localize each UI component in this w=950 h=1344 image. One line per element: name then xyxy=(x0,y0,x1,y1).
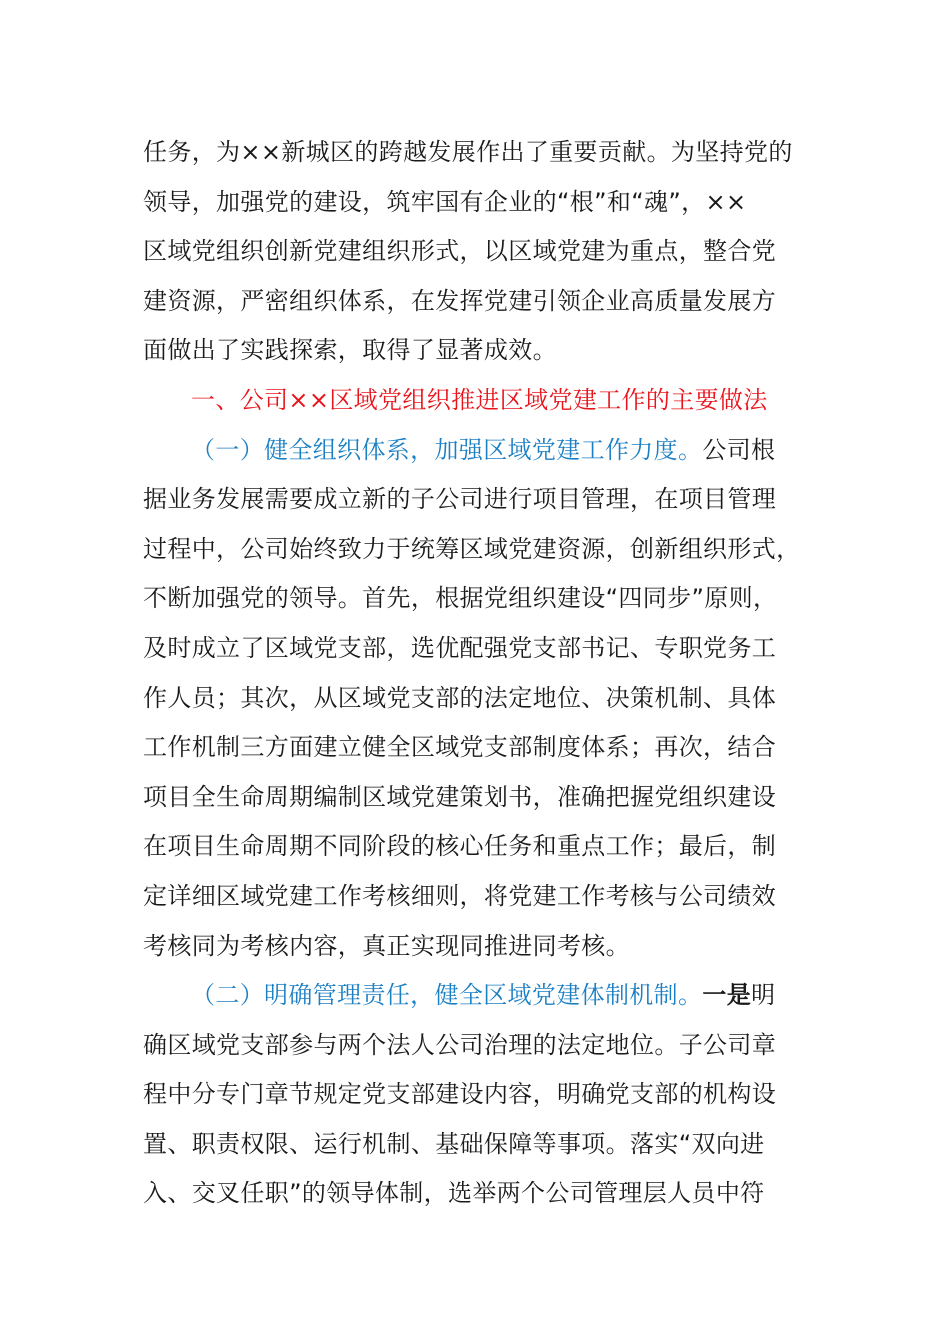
paragraph-line: 置、职责权限、运行机制、基础保障等事项。落实“双向进 xyxy=(143,1129,765,1158)
subsection-1-first-line xyxy=(143,426,808,476)
paragraph-line: 不断加强党的领导。首先，根据党组织建设“四同步”原则， xyxy=(143,584,778,613)
paragraph-line: 领导，加强党的建设，筑牢国有企业的“根”和“魂”，×× xyxy=(143,187,747,216)
paragraph-line: 项目全生命周期编制区域党建策划书，准确把握党组织建设 xyxy=(143,782,777,811)
paragraph-line: 工作机制三方面建立健全区域党支部制度体系；再次，结合 xyxy=(143,733,777,762)
paragraph-line: 在项目生命周期不同阶段的核心任务和重点工作；最后，制 xyxy=(143,832,777,861)
paragraph-line: 入、交叉任职”的领导体制，选举两个公司管理层人员中符 xyxy=(143,1179,765,1208)
paragraph-line: 任务，为××新城区的跨越发展作出了重要贡献。为坚持党的 xyxy=(143,138,793,166)
subsection-2-first-line xyxy=(143,971,808,1021)
paragraph-line: 建资源，严密组织体系，在发挥党建引领企业高质量发展方 xyxy=(143,286,777,315)
subsection-1-heading: （一）健全组织体系，加强区域党建工作力度。 xyxy=(191,435,703,464)
paragraph-line: 及时成立了区域党支部，选优配强党支部书记、专职党务工 xyxy=(143,633,777,662)
paragraph-line: 程中分专门章节规定党支部建设内容，明确党支部的机构设 xyxy=(143,1080,777,1109)
paragraph-line: 作人员；其次，从区域党支部的法定地位、决策机制、具体 xyxy=(143,683,777,712)
paragraph-line: 过程中，公司始终致力于统筹区域党建资源，创新组织形式， xyxy=(143,534,801,563)
subsection-2-heading: （二）明确管理责任，健全区域党建体制机制。 xyxy=(191,981,703,1010)
paragraph-line: 确区域党支部参与两个法人公司治理的法定地位。子公司章 xyxy=(143,1030,777,1059)
subsection-1-first-line-text: 公司根 xyxy=(702,435,776,464)
section-heading: 一、公司××区域党组织推进区域党建工作的主要做法 xyxy=(191,385,768,414)
paragraph-line: 定详细区域党建工作考核细则，将党建工作考核与公司绩效 xyxy=(143,881,777,910)
paragraph-line: 考核同为考核内容，真正实现同推进同考核。 xyxy=(143,931,630,960)
paragraph-line: 据业务发展需要成立新的子公司进行项目管理，在项目管理 xyxy=(143,485,777,514)
subsection-2-bold-lead: 一是 xyxy=(702,981,752,1010)
subsection-2-first-line-text: 明 xyxy=(751,981,776,1010)
document-body xyxy=(143,128,808,1219)
paragraph-line: 区域党组织创新党建组织形式，以区域党建为重点，整合党 xyxy=(143,237,777,266)
paragraph-line: 面做出了实践探索，取得了显著成效。 xyxy=(143,336,557,365)
